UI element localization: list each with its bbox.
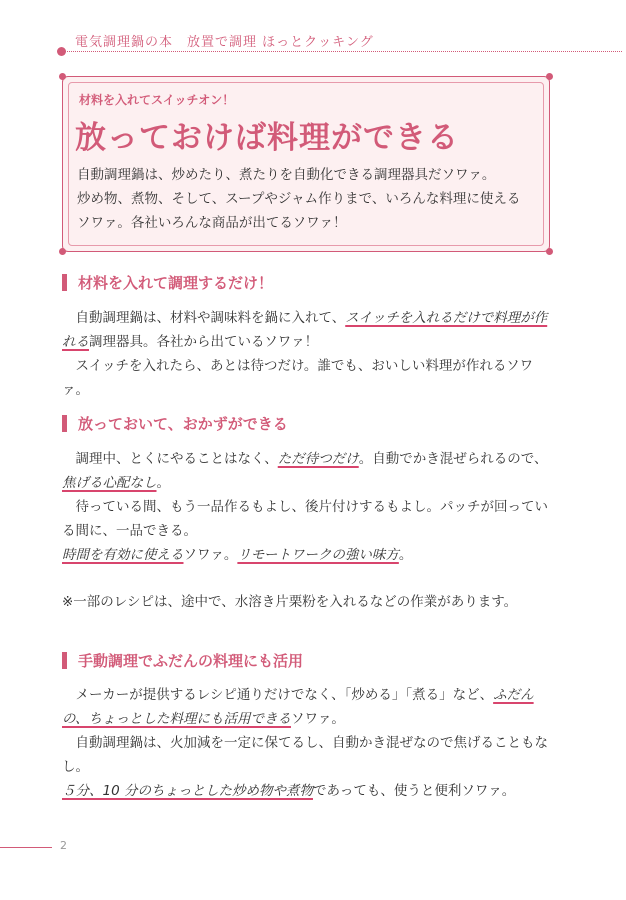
page-number: 2 <box>60 839 67 852</box>
highlight-text: ふだんの、ちょっとした料理にも活用できる <box>62 687 534 727</box>
body-text: 。自動でかき混ぜられるので、 <box>358 451 548 467</box>
body-text: 。 <box>156 475 170 491</box>
note-text: ※一部のレシピは、途中で、水溶き片栗粉を入れるなどの作業があります。 <box>62 594 518 610</box>
highlight-text: リモートワークの強い味方 <box>237 547 399 563</box>
corner-dot <box>546 248 553 255</box>
section-paragraph <box>62 683 550 731</box>
intro-line: 自動調理鍋は、炒めたり、煮たりを自動化できる調理器具だソワァ。 <box>77 167 496 183</box>
intro-line: ソワァ。各社いろんな商品が出てるソワァ！ <box>77 215 347 231</box>
section-heading <box>62 413 602 435</box>
body-text: 調理器具。各社から出ているソワァ！ <box>89 334 319 350</box>
body-text: ソワァ。 <box>183 547 238 563</box>
body-text: であっても、使うと便利ソワァ。 <box>312 783 516 799</box>
section-paragraph: 待っている間、もう一品作るもよし、後片付けするもよし。パッチが回っている間に、一品できる。 <box>62 499 548 539</box>
body-text: ソワァ。 <box>290 711 345 727</box>
highlight-text: スイッチを入れるだけで料理が作れる <box>62 310 548 350</box>
section-paragraph <box>62 447 550 495</box>
corner-dot <box>546 73 553 80</box>
section-paragraph: 自動調理鍋は、火加減を一定に保てるし、自動かき混ぜなので焦げることもなし。 <box>62 735 548 775</box>
intro-kicker: 材料を入れてスイッチオン！ <box>79 93 235 107</box>
highlight-text: 時間を有効に使える <box>62 547 184 563</box>
section-paragraph <box>62 306 550 354</box>
section-heading <box>62 272 602 294</box>
section-paragraph: スイッチを入れたら、あとは待つだけ。誰でも、おいしい料理が作れるソワァ。 <box>62 358 534 398</box>
section-paragraph <box>62 543 550 567</box>
body-text: メーカーが提供するレシピ通りだけでなく、「炒める」「煮る」など、 <box>62 687 494 703</box>
highlight-text: ５分、10 分のちょっとした炒め物や煮物 <box>62 783 313 799</box>
footer-rule <box>0 847 52 848</box>
section-heading-bar <box>62 415 67 432</box>
body-text: 調理中、とくにやることはなく、 <box>62 451 278 467</box>
highlight-text: ただ待つだけ <box>277 451 359 467</box>
header-dotted-rule <box>62 51 622 52</box>
section-heading-text: 放っておいて、おかずができる <box>78 415 288 433</box>
running-header <box>0 0 626 56</box>
section-paragraph <box>62 779 550 803</box>
intro-box <box>62 76 550 252</box>
section-heading-text: 手動調理でふだんの料理にも活用 <box>78 652 304 670</box>
corner-dot <box>59 248 66 255</box>
body-text: 。 <box>398 547 413 563</box>
intro-body <box>77 163 537 235</box>
intro-title: 放っておけば料理ができる <box>75 120 459 156</box>
body-text: 自動調理鍋は、材料や調味料を鍋に入れて、 <box>62 310 346 326</box>
highlight-text: 焦げる心配なし <box>62 475 157 491</box>
corner-dot <box>59 73 66 80</box>
running-title: 電気調理鍋の本 放置で調理 ほっとクッキング <box>75 35 374 50</box>
section-heading-bar <box>62 652 67 669</box>
section-heading-text: 材料を入れて調理するだけ！ <box>78 274 274 292</box>
section-heading-bar <box>62 274 67 291</box>
intro-line: 炒め物、煮物、そして、スープやジャム作りまで、いろんな料理に使える <box>77 191 521 207</box>
section-heading <box>62 650 602 672</box>
